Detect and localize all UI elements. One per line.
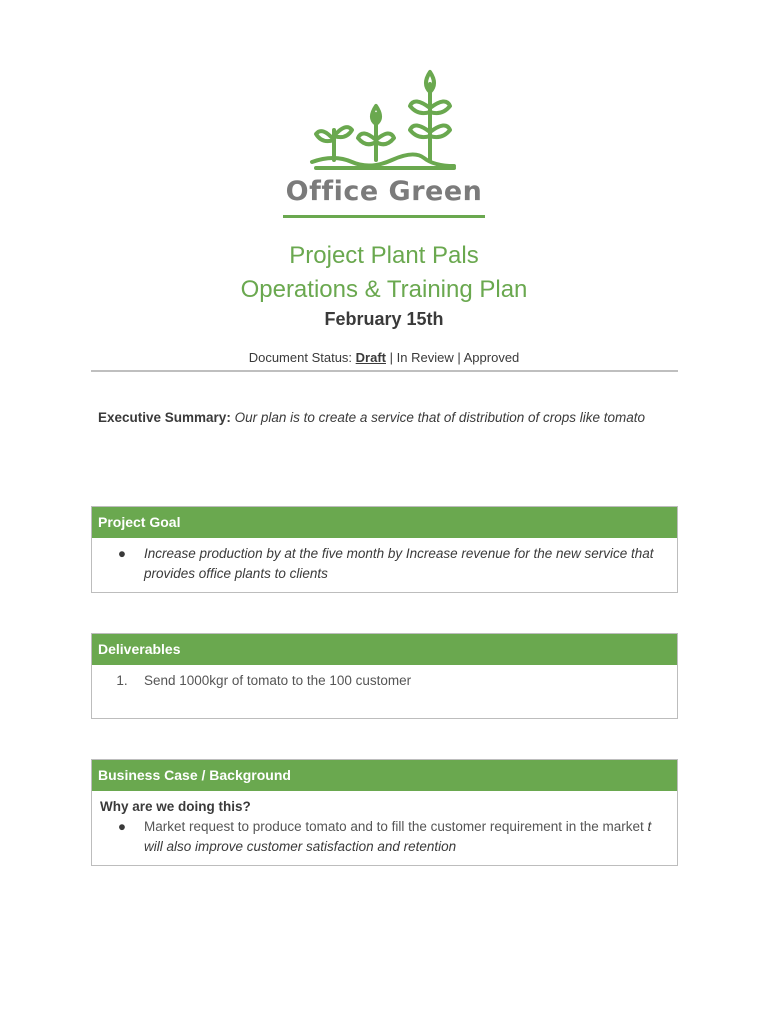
- project-title: Project Plant Pals: [289, 242, 479, 269]
- business-case-question: Why are we doing this?: [100, 799, 251, 814]
- status-separator: |: [457, 350, 461, 365]
- business-case-header: Business Case / Background: [92, 760, 677, 791]
- list-item: [100, 671, 669, 691]
- executive-summary-text: Our plan is to create a service that of distribution of crops like tomato: [234, 410, 646, 425]
- status-label: Document Status:: [248, 350, 353, 365]
- project-goal-text: Increase production by at the five month by Increase revenue for the new service that provides office plants to clients: [144, 546, 654, 581]
- deliverables-section: [91, 633, 678, 719]
- business-case-section: [91, 759, 678, 866]
- executive-summary: [98, 410, 698, 425]
- business-case-text: [144, 817, 669, 857]
- plant-sprouts-icon: [304, 62, 464, 172]
- deliverable-text: Send 1000kgr of tomato to the 100 customer: [144, 673, 412, 688]
- deliverables-body: [92, 665, 677, 699]
- executive-summary-label: Executive Summary:: [98, 410, 231, 425]
- project-goal-section: [91, 506, 678, 593]
- project-goal-body: [92, 538, 677, 592]
- document-status: [0, 350, 768, 365]
- list-item: [100, 544, 669, 584]
- bullet-marker: ●: [117, 819, 127, 834]
- business-case-body: [92, 791, 677, 865]
- business-case-text-plain: Market request to produce tomato and to fill the customer requirement in the market: [144, 819, 648, 834]
- deliverables-header: Deliverables: [92, 634, 677, 665]
- status-in-review[interactable]: In Review: [396, 350, 454, 365]
- plan-title: Operations & Training Plan: [240, 276, 528, 303]
- list-item: [100, 817, 669, 857]
- document-date: February 15th: [324, 309, 444, 329]
- logo: [0, 62, 768, 218]
- business-case-text-italic: t will also improve customer satisfaction and retention: [144, 819, 652, 854]
- status-draft[interactable]: Draft: [355, 350, 386, 365]
- brand-name: Office Green: [285, 176, 483, 207]
- header-divider: [91, 370, 678, 372]
- project-goal-header: Project Goal: [92, 507, 677, 538]
- list-number: 1.: [116, 673, 128, 688]
- status-approved[interactable]: Approved: [463, 350, 520, 365]
- status-separator: |: [389, 350, 394, 365]
- brand-underline: [283, 215, 485, 218]
- bullet-marker: ●: [117, 546, 127, 561]
- title-block: [0, 239, 768, 365]
